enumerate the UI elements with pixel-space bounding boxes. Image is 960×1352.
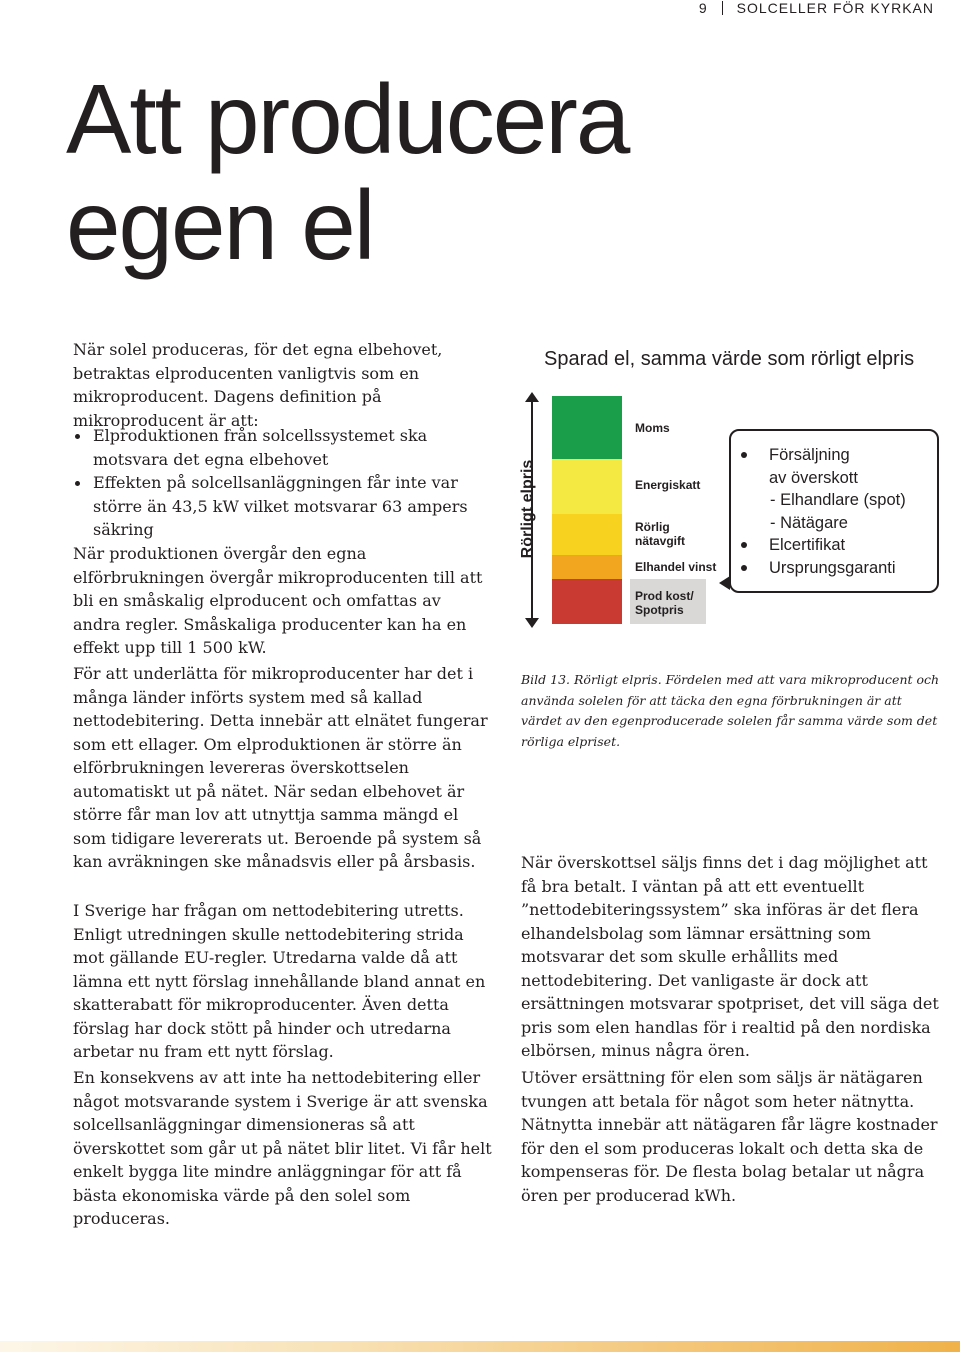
info-subitem: - Nätägare <box>770 513 848 532</box>
segment-label: Moms <box>635 421 670 435</box>
section-title: SOLCELLER FÖR KYRKAN <box>736 0 934 16</box>
info-subitem: - Elhandlare (spot) <box>770 491 906 509</box>
definition-list <box>73 424 493 542</box>
title-line-1: Att producera <box>66 64 629 174</box>
info-item-continuation: av överskott <box>769 468 858 487</box>
header-divider <box>722 1 723 15</box>
diagram-title: Sparad el, samma värde som rörligt elpris <box>544 348 915 370</box>
paragraph-natnytta: Utöver ersättning för elen som säljs är nätägaren tvungen att betala för något som heter nätnytta. Nätnytta innebär att nätägaren får lägre kostnader för den el som produceras lokalt och detta ska de kompenseras för. De flesta bolag betalar ut några ören per producerad kWh. <box>521 1068 938 1205</box>
page-number: 9 <box>698 0 708 16</box>
segment-natavgift <box>552 514 622 555</box>
paragraph-nettodebitering: För att underlätta för mikroproducenter har det i många länder införts system med så kallad nettodebitering. Detta innebär att elnätet fungerar som ett ellager. Om elproduktionen är större än elförbrukningen levereras överskottselen automatiskt ut på nätet. När sedan elbehovet är större får man lov att utnyttja samma mängd el som tidigare levererats ut. Beroende på system så kan avräkningen ske månadsvis eller på årsbasis. <box>73 664 488 871</box>
definition-item: Effekten på solcellsanläggningen får inte var större än 43,5 kW vilket motsvarar 63 ampers säkring <box>73 471 493 542</box>
info-item: Elcertifikat <box>740 534 940 557</box>
paragraph-utredning: I Sverige har frågan om nettodebitering utretts. Enligt utredningen skulle nettodebitering strida mot gällande EU-regler. Utredarna valde då att lämna ett nytt förslag innehållande bland annat en skatterabatt för mikroproducenter. Även detta förslag har dock stött på hinder och utredarna arbetar nu fram ett nytt förslag. <box>73 901 486 1061</box>
segment-moms <box>552 396 622 459</box>
intro-paragraph: När solel produceras, för det egna elbehovet, betraktas elproducenten vanligtvis som en mikroproducent. Dagens definition på mikroproducent är att: <box>73 340 443 430</box>
arrow-down-icon <box>525 618 539 628</box>
axis-label: Rörligt elpris <box>519 459 536 559</box>
figure-caption: Bild 13. Rörligt elpris. Fördelen med att vara mikroproducent och använda solelen för att täcka den egna förbrukningen är att värdet av den egenproducerade solelen får samma värde som det rörliga elpriset. <box>521 672 940 749</box>
definition-item: Elproduktionen från solcellssystemet ska motsvara det egna elbehovet <box>73 424 493 471</box>
segment-spotpris <box>552 579 622 624</box>
info-box-content <box>740 444 940 579</box>
paragraph-overskottsel: När överskottsel säljs finns det i dag möjlighet att få bra betalt. I väntan på att ett eventuellt ”nettodebiteringssystem” ska införas är det flera elhandelsbolag som lämnar ersättning som motsvarar det som skulle erhållits med nettodebitering. Det vanligaste är dock att ersättningen motsvarar spotpriset, det vill säga det pris som elen handlas för i realtid på den nordiska elbörsen, minus några ören. <box>521 853 939 1060</box>
info-item: Ursprungsgaranti <box>740 557 940 580</box>
title-line-2: egen el <box>66 170 374 280</box>
footer-gradient-bar <box>0 1341 960 1352</box>
segment-energiskatt <box>552 459 622 514</box>
segment-label: Elhandel vinst <box>635 560 717 574</box>
page-title <box>66 66 766 278</box>
info-item: Försäljning <box>740 444 940 467</box>
page-header <box>699 0 934 16</box>
paragraph-konsekvens: En konsekvens av att inte ha nettodebitering eller något motsvarande system i Sverige är att svenska solcellsanläggningar dimensioneras så att överskottet som går ut på nätet blir litet. Vi får helt enkelt bygga lite mindre anläggningar för att få bästa ekonomiska värde på den solel som produceras. <box>73 1068 492 1228</box>
segment-label: Prod kost/ Spotpris <box>635 589 694 617</box>
segment-label: Rörlig nätavgift <box>635 520 686 548</box>
paragraph-smaskalig: När produktionen övergår den egna elförbrukningen övergår mikroproducenten till att bli en småskalig elproducent och omfattas av andra regler. Småskaliga producenter kan ha en effekt upp till 1 500 kW. <box>73 544 483 657</box>
segment-label: Energiskatt <box>635 478 701 492</box>
segment-elhandel <box>552 555 622 579</box>
